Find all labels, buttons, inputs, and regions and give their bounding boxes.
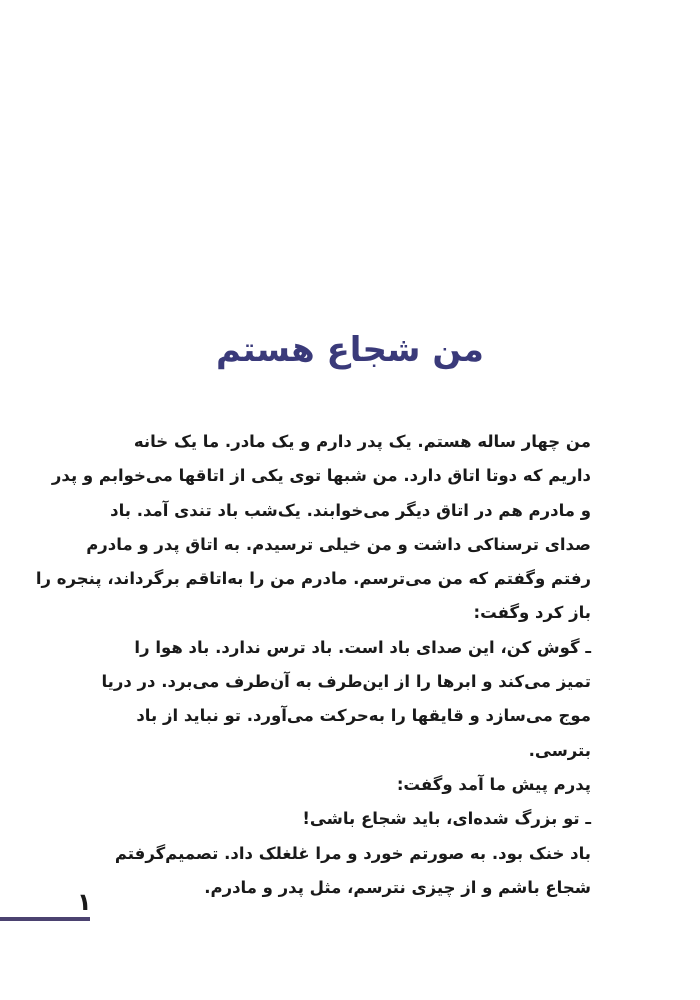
text-line: باز کرد وگفت: xyxy=(473,603,591,623)
text-line: من چهار ساله هستم. یک پدر دارم و یک مادر. ما یک خانه xyxy=(133,432,591,451)
text-line: باد خنک بود. به صورتم خورد و مرا غلغلک داد. تصمیم‌گرفتم xyxy=(114,843,591,863)
text-line: شجاع باشم و از چیزی نترسم، مثل پدر و مادرم. xyxy=(204,877,591,897)
text-line: داریم که دوتا اتاق دارد. من شبها توی یکی از اتاقها می‌خوابم و پدر xyxy=(51,466,591,486)
text-line: بترسی. xyxy=(528,740,591,760)
page-number-rule xyxy=(0,917,90,921)
page-number: ۱ xyxy=(77,888,92,916)
story-text xyxy=(35,425,591,905)
text-line: موج می‌سازد و قایقها را به‌حرکت می‌آورد. تو نباید از باد xyxy=(136,706,591,726)
text-line: و مادرم هم در اتاق دیگر می‌خوابند. یک‌شب باد تندی آمد. باد xyxy=(110,500,591,520)
text-line: پدرم پیش ما آمد وگفت: xyxy=(396,774,591,794)
text-line: رفتم وگفتم که من می‌ترسم. مادرم من را به‌اتاقم برگرداند، پنجره را xyxy=(35,569,591,589)
text-line: تمیز می‌کند و ابرها را از این‌طرف به آن‌طرف می‌برد. در دریا xyxy=(101,672,591,692)
page-title: من شجاع هستم xyxy=(216,330,484,370)
text-line: ـ گوش کن، این صدای باد است. باد ترس ندارد. باد هوا را xyxy=(134,637,591,657)
text-line: ـ تو بزرگ شده‌ای، باید شجاع باشی! xyxy=(302,809,591,829)
text-line: صدای ترسناکی داشت و من خیلی ترسیدم. به اتاق پدر و مادرم xyxy=(86,534,591,554)
